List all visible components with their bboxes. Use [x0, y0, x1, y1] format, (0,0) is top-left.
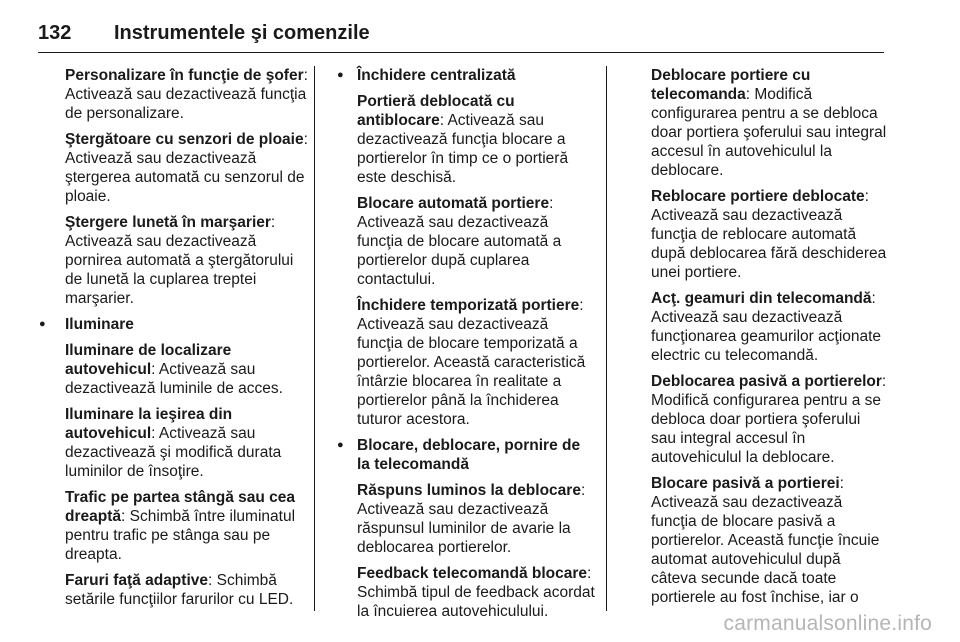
entry-auto-door-lock: [357, 194, 595, 289]
entry-text: : Activează sau dezactivează răspunsul luminilor de avarie la deblocarea portierelor.: [357, 482, 586, 556]
entry-term: Ştergere lunetă în marşarier: [65, 214, 271, 231]
entry-term: Deblocare portiere cu telecomanda: [651, 67, 811, 103]
remote-entries: [337, 481, 595, 621]
watermark: carmanualsonline.info: [723, 612, 932, 635]
entry-reverse-rear-wiper: [65, 213, 311, 308]
entry-term: Portieră deblocată cu antiblocare: [357, 93, 515, 129]
column-divider-left: [314, 66, 315, 611]
column-divider-right: [606, 66, 607, 611]
entry-term: Blocare pasivă a portierei: [651, 475, 840, 492]
entry-term: Blocare automată portiere: [357, 195, 550, 212]
entry-term: Deblocarea pasivă a portierelor: [651, 373, 882, 390]
entry-term: Acţ. geamuri din telecomandă: [651, 290, 872, 307]
entry-text: : Modifică configurarea pentru a se debloca doar portiera şoferului sau integral accesul în autovehiculul la deblocare.: [651, 86, 887, 179]
entry-text: : Schimbă setările funcţiilor farurilor cu LED.: [65, 572, 294, 608]
central-locking-entries: [337, 92, 595, 429]
entry-term: Feedback telecomandă blocare: [357, 565, 588, 582]
entry-term: Personalizare în funcţie de şofer: [65, 67, 304, 84]
entry-term: Închidere temporizată portiere: [357, 297, 580, 314]
entry-text: : Activează sau dezactivează funcţia de blocare pasivă a portierelor. Această funcţie încuie automat autovehiculul după câteva secunde dacă toate portierele au fost închise, iar o: [651, 475, 880, 606]
entry-term: Răspuns luminos la deblocare: [357, 482, 581, 499]
entry-term: Iluminare de localizare autovehicul: [65, 342, 232, 378]
entry-text: : Activează sau dezactivează funcţia de personalizare.: [65, 67, 308, 122]
column-2: [337, 66, 595, 628]
entry-text: : Modifică configurarea pentru a se debloca doar portiera şoferului sau integral accesul în autovehiculul la deblocare.: [651, 373, 887, 466]
entry-text: : Activează sau dezactivează funcţia de reblocare automată după deblocarea fără deschiderea unei portiere.: [651, 188, 887, 281]
entry-text: : Activează sau dezactivează funcţionarea geamurilor acţionate electric cu telecomandă.: [651, 290, 882, 364]
entry-text: : Activează sau dezactivează şi modifică durata luminilor de însoţire.: [65, 425, 282, 480]
entry-text: : Activează sau dezactivează ştergerea automată cu senzorul de ploaie.: [65, 131, 308, 205]
entry-term: Ştergătoare cu senzori de ploaie: [65, 131, 304, 148]
entry-exit-lighting: [65, 405, 311, 481]
entry-text: : Activează sau dezactivează pornirea automată a ştergătorului de lunetă la cuplarea treptei marşarier.: [65, 214, 294, 307]
entry-text: : Activează sau dezactivează funcţia blocare a portierelor în timp ce o portieră este deschisă.: [357, 112, 569, 186]
entry-passive-door-lock: [651, 474, 887, 607]
page-number: 132: [38, 22, 72, 44]
entry-term: Reblocare portiere deblocate: [651, 188, 865, 205]
entry-term: Faruri faţă adaptive: [65, 572, 208, 589]
entry-text: : Activează sau dezactivează funcţia de blocare automată a portierelor după cuplarea contactului.: [357, 195, 562, 288]
section-title: Instrumentele şi comenzile: [114, 22, 370, 44]
entry-text: : Activează sau dezactivează luminile de acces.: [65, 361, 283, 397]
entry-delayed-door-lock: [357, 296, 595, 429]
column-3: [651, 66, 887, 614]
entry-unlocked-door-anti-lockout: [357, 92, 595, 187]
entry-left-right-traffic: [65, 488, 311, 564]
entry-unlock-light-feedback: [357, 481, 595, 557]
bullet-lighting: ● Iluminare: [65, 315, 311, 334]
entry-relock-unlocked-doors: [651, 187, 887, 282]
entry-vehicle-locator-lights: [65, 341, 311, 398]
entry-remote-window-operation: [651, 289, 887, 365]
entry-term: Trafic pe partea stângă sau cea dreaptă: [65, 489, 296, 525]
entry-remote-door-unlock: [651, 66, 887, 180]
entry-text: : Activează sau dezactivează funcţia de blocare temporizată a portierelor. Această caracteristică întârzie blocarea în realitate a portierelor până la închiderea tuturor acestora.: [357, 297, 586, 428]
bullet-central-locking: ● Închidere centralizată: [337, 66, 595, 85]
entry-text: : Schimbă între iluminatul pentru trafic pe stânga sau pe dreapta.: [65, 508, 296, 563]
entry-passive-door-unlock: [651, 372, 887, 467]
entry-driver-personalization: [65, 66, 311, 123]
column-1: [65, 66, 311, 616]
page-header: [38, 20, 884, 53]
entry-text: : Schimbă tipul de feedback acordat la încuierea autovehiculului.: [357, 565, 595, 620]
entry-adaptive-headlights: [65, 571, 311, 609]
bullet-remote-lock-unlock-start: ● Blocare, deblocare, pornire de la telecomandă: [337, 436, 595, 474]
entry-remote-lock-feedback: [357, 564, 595, 621]
entry-term: Iluminare la ieşirea din autovehicul: [65, 406, 233, 442]
entry-rain-sensing-wipers: [65, 130, 311, 206]
